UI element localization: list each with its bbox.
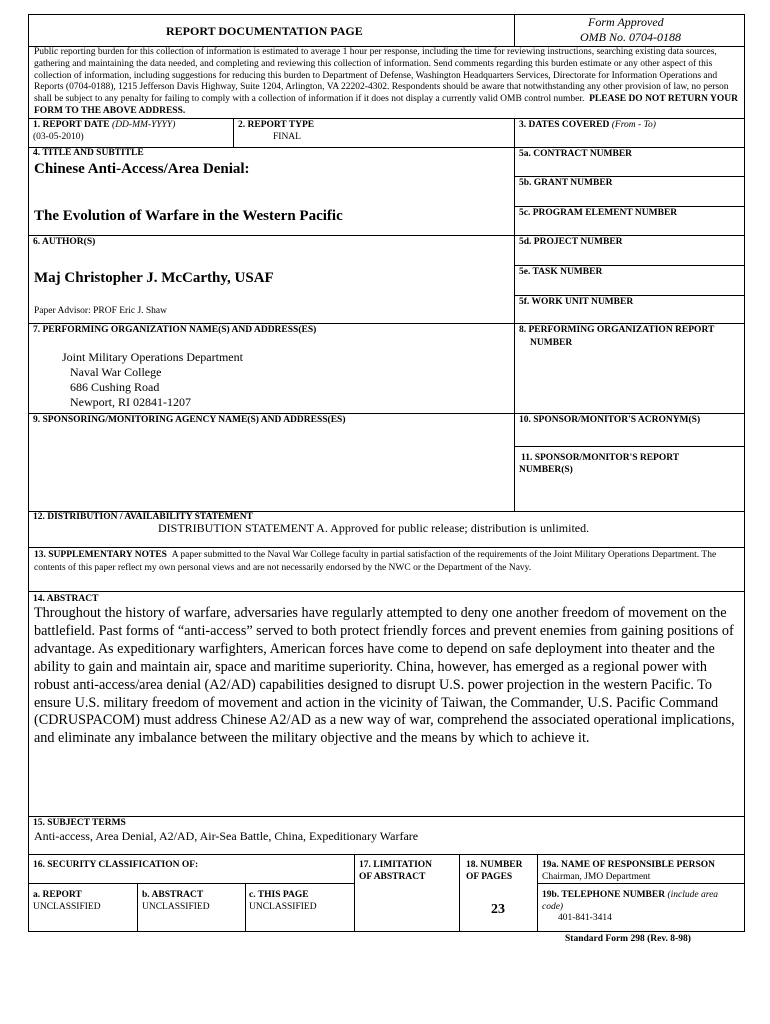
performing-report-number-label-2: NUMBER (530, 338, 573, 348)
subject-terms: Anti-access, Area Denial, A2/AD, Air-Sea Battle, China, Expeditionary Warfare (34, 829, 419, 843)
org-line-2: Naval War College (70, 365, 162, 379)
org-line-3: 686 Cushing Road (70, 380, 160, 394)
limitation-label-2: OF ABSTRACT (359, 872, 426, 882)
distribution-statement: DISTRIBUTION STATEMENT A. Approved for public release; distribution is unlimited. (158, 521, 590, 535)
limitation-label: 17. LIMITATION (359, 860, 433, 870)
abstract-class-value: UNCLASSIFIED (142, 902, 210, 912)
standard-form-footer: Standard Form 298 (Rev. 8-98) (565, 934, 691, 944)
report-title: Chinese Anti-Access/Area Denial: (34, 161, 250, 177)
report-class-label: a. REPORT (33, 890, 82, 900)
telephone-label: 19b. TELEPHONE NUMBER (include area (542, 890, 719, 900)
subject-terms-label: 15. SUBJECT TERMS (33, 818, 126, 828)
task-number-label: 5e. TASK NUMBER (519, 267, 603, 277)
form-approved-label: Form Approved (588, 15, 664, 29)
report-subtitle: The Evolution of Warfare in the Western Pacific (34, 208, 343, 224)
report-class-value: UNCLASSIFIED (33, 902, 101, 912)
grant-number-label: 5b. GRANT NUMBER (519, 178, 613, 188)
sponsor-report-number-label-2: NUMBER(S) (519, 465, 573, 475)
contract-number-label: 5a. CONTRACT NUMBER (519, 149, 633, 159)
telephone-label-2: code) (542, 902, 564, 912)
telephone-value: 401-841-3414 (558, 913, 612, 923)
title-subtitle-label: 4. TITLE AND SUBTITLE (33, 148, 144, 158)
supplementary-notes-label: 13. SUPPLEMENTARY NOTES (34, 550, 167, 560)
sf298-form (28, 14, 745, 932)
abstract-class-label: b. ABSTRACT (142, 890, 204, 900)
distribution-label: 12. DISTRIBUTION / AVAILABILITY STATEMENT (33, 512, 253, 522)
report-type-value: FINAL (273, 132, 301, 142)
report-type-label: 2. REPORT TYPE (238, 120, 315, 130)
page-class-label: c. THIS PAGE (249, 890, 309, 900)
number-of-pages-label-2: OF PAGES (466, 872, 513, 882)
do-not-return-warning: PLEASE DO NOT RETURN YOUR FORM TO THE ABOVE ADDRESS. (34, 94, 738, 116)
report-date-label: 1. REPORT DATE (DD-MM-YYYY) (33, 120, 176, 130)
sponsoring-agency-label: 9. SPONSORING/MONITORING AGENCY NAME(S) AND ADDRESS(ES) (33, 415, 346, 425)
responsible-person-value: Chairman, JMO Department (542, 872, 651, 882)
author-name: Maj Christopher J. McCarthy, USAF (34, 270, 274, 286)
supplementary-notes: 13. SUPPLEMENTARY NOTES A paper submitted to the Naval War College faculty in partial satisfaction of the requirements of the Joint Military Operations Department. The contents of this paper reflect my own personal views and are not necessarily endorsed by the NWC or the Department of the Navy. (34, 550, 717, 573)
paper-advisor: Paper Advisor: PROF Eric J. Shaw (34, 306, 167, 316)
dates-covered-label: 3. DATES COVERED (From - To) (519, 120, 656, 130)
sponsor-report-number-label: 11. SPONSOR/MONITOR'S REPORT (521, 453, 680, 463)
org-line-4: Newport, RI 02841-1207 (70, 395, 191, 409)
responsible-person-label: 19a. NAME OF RESPONSIBLE PERSON (542, 860, 716, 870)
page-class-value: UNCLASSIFIED (249, 902, 317, 912)
omb-number: OMB No. 0704-0188 (580, 30, 681, 44)
form-title: REPORT DOCUMENTATION PAGE (166, 24, 363, 38)
program-element-label: 5c. PROGRAM ELEMENT NUMBER (519, 208, 678, 218)
number-of-pages-label: 18. NUMBER (466, 860, 523, 870)
number-of-pages-value: 23 (491, 902, 505, 917)
performing-report-number-label: 8. PERFORMING ORGANIZATION REPORT (519, 325, 715, 335)
performing-org-label: 7. PERFORMING ORGANIZATION NAME(S) AND ADDRESS(ES) (33, 325, 317, 335)
org-line-1: Joint Military Operations Department (62, 350, 243, 364)
authors-label: 6. AUTHOR(S) (33, 237, 96, 247)
burden-statement: Public reporting burden for this collection of information is estimated to average 1 hour per response, including the time for reviewing instructions, searching existing data sources, gathering and maintaining the data needed, and completing and reviewing this collection of information. Send comments regarding this burden estimate or any other aspect of this collection of information, including suggestions for reducing this burden to Department of Defense, Washington Headquarters Services, Directorate for Information Operations and Reports (0704-0188), 1215 Jefferson Davis Highway, Suite 1204, Arlington, VA 22202-4302. Respondents should be aware that notwithstanding any other provision of law, no person shall be subject to any penalty for failing to comply with a collection of information if it does not display a currently valid OMB control number. PLEASE DO NOT RETURN YOUR FORM TO THE ABOVE ADDRESS. (34, 47, 738, 116)
abstract-label: 14. ABSTRACT (33, 594, 99, 604)
work-unit-label: 5f. WORK UNIT NUMBER (519, 297, 634, 307)
header-divider (514, 14, 515, 46)
report-date-value: (03-05-2010) (33, 132, 84, 142)
security-classification-label: 16. SECURITY CLASSIFICATION OF: (33, 860, 199, 870)
abstract-text: Throughout the history of warfare, adversaries have regularly attempted to deny one another freedom of movement on the battlefield. Past forms of “anti-access” served to both protect friendly forces and prevent enemies from gaining positions of advantage. As expeditionary warfighters, American forces have come to depend on safe deployment into theater and the ability to gain and maintain air, space and maritime superiority. China, however, has emerged as a regional power with robust anti-access/area denial (A2/AD) capabilities designed to disrupt U.S. power projection in the western Pacific. To ensure U.S. military freedom of movement and action in the vicinity of Taiwan, the Commander, U.S. Pacific Command (CDRUSPACOM) must address Chinese A2/AD as a new way of war, comprehend the associated operational implications, and eliminate any imbalance between the military objective and the means by which to achieve it. (34, 605, 735, 747)
sponsor-acronym-label: 10. SPONSOR/MONITOR'S ACRONYM(S) (519, 415, 701, 425)
project-number-label: 5d. PROJECT NUMBER (519, 237, 623, 247)
